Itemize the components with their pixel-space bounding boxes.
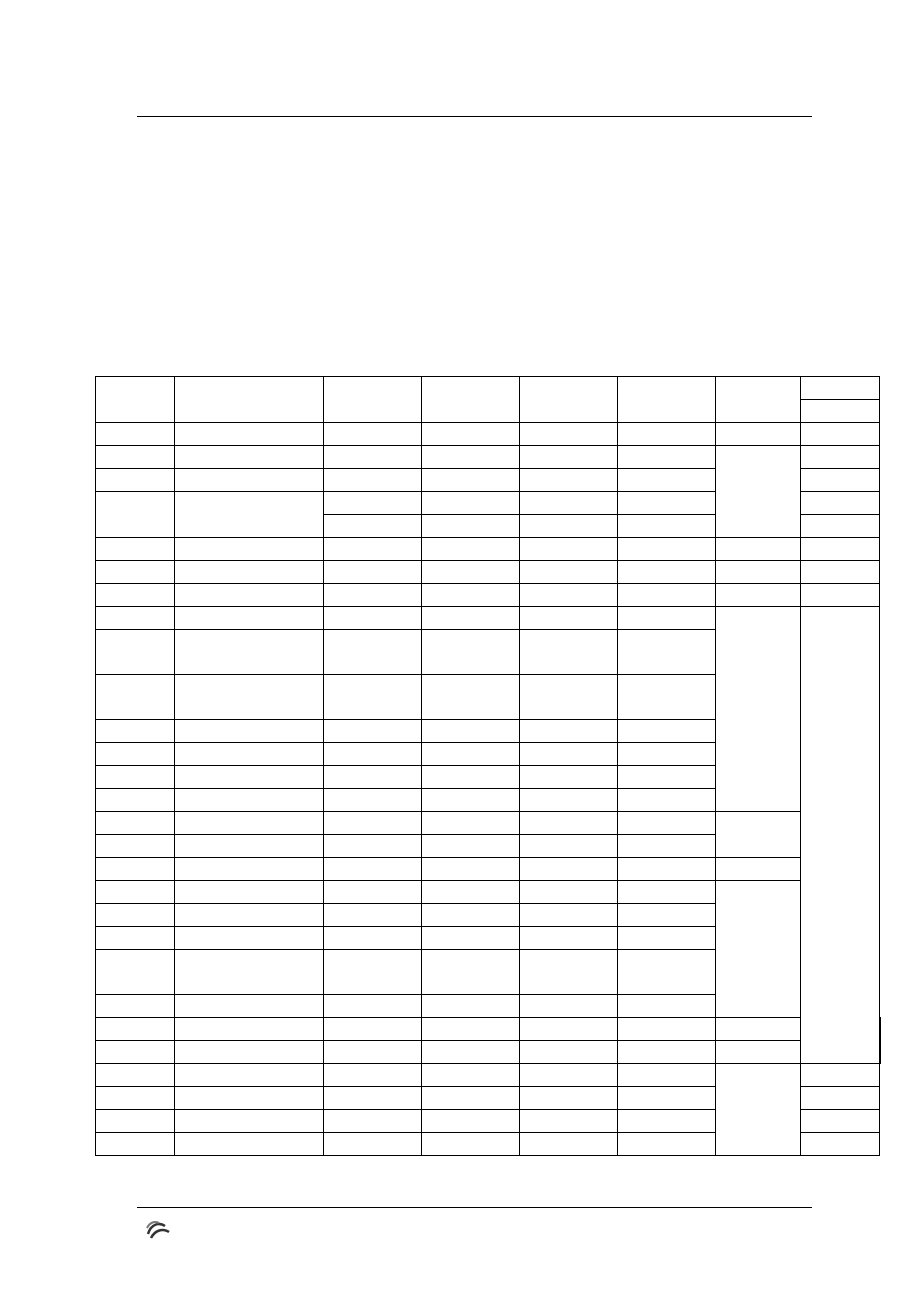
item-name <box>175 607 324 630</box>
count-value <box>520 1064 618 1087</box>
count-value <box>520 607 618 630</box>
item-name <box>175 584 324 607</box>
item-code <box>96 812 175 835</box>
total-value <box>618 720 716 743</box>
earthwork-value <box>422 469 520 492</box>
count-value <box>520 789 618 812</box>
item-name <box>175 904 324 927</box>
item-name <box>175 1041 324 1064</box>
item-name <box>175 743 324 766</box>
item-code <box>96 995 175 1018</box>
item-name <box>175 423 324 446</box>
item-code <box>96 561 175 584</box>
earthwork-value <box>422 743 520 766</box>
empty-cell <box>422 1018 520 1041</box>
table-row <box>96 607 881 630</box>
item-code <box>96 743 175 766</box>
empty-cell <box>880 1041 881 1064</box>
empty-cell <box>716 423 801 446</box>
earthwork-value <box>422 607 520 630</box>
earthwork-value <box>422 950 520 995</box>
item-name <box>175 858 324 881</box>
unit-cell <box>324 1110 422 1133</box>
total-value <box>618 446 716 469</box>
item-name <box>175 835 324 858</box>
earthwork-value <box>422 835 520 858</box>
empty-cell <box>96 538 175 561</box>
count-value <box>520 858 618 881</box>
table-row <box>96 858 881 881</box>
count-value <box>520 743 618 766</box>
total-value <box>618 812 716 835</box>
total-value <box>618 789 716 812</box>
item-code <box>96 1064 175 1087</box>
item-name <box>175 720 324 743</box>
count-value <box>520 720 618 743</box>
empty-cell <box>716 1041 801 1064</box>
unit-cell <box>324 881 422 904</box>
empty-cell <box>175 538 324 561</box>
item-code <box>96 469 175 492</box>
earthwork-value <box>422 766 520 789</box>
count-value <box>520 766 618 789</box>
earthwork-value <box>422 720 520 743</box>
empty-cell <box>618 1018 716 1041</box>
earthwork-value <box>422 630 520 675</box>
table-row <box>96 423 881 446</box>
item-code <box>96 720 175 743</box>
count-value <box>520 835 618 858</box>
item-name <box>175 1087 324 1110</box>
item-code <box>96 950 175 995</box>
empty-cell <box>716 584 801 607</box>
quantity-table <box>95 376 881 1156</box>
item-name <box>175 881 324 904</box>
unit-cell <box>324 812 422 835</box>
unit-cell <box>324 515 422 538</box>
empty-cell <box>801 446 880 469</box>
earthwork-value <box>422 1064 520 1087</box>
unit-cell <box>324 1041 422 1064</box>
total-value <box>618 630 716 675</box>
empty-cell <box>801 1110 880 1133</box>
item-name <box>175 630 324 675</box>
empty-cell <box>801 561 880 584</box>
count-value <box>520 995 618 1018</box>
count-value <box>520 469 618 492</box>
empty-cell <box>324 1018 422 1041</box>
empty-cell <box>716 858 801 881</box>
item-code <box>96 584 175 607</box>
unit-cell <box>324 1133 422 1156</box>
total-value <box>618 835 716 858</box>
item-code <box>96 1133 175 1156</box>
unit-cell <box>324 607 422 630</box>
earthwork-value <box>422 1110 520 1133</box>
empty-cell <box>96 1018 175 1041</box>
empty-cell <box>801 1064 880 1087</box>
total-value <box>618 492 716 515</box>
unit-cell <box>324 789 422 812</box>
unit-cell <box>324 1087 422 1110</box>
empty-cell <box>801 492 880 515</box>
empty-cell <box>716 538 801 561</box>
column-header <box>422 377 520 423</box>
header-rule <box>137 116 812 117</box>
empty-cell <box>880 1018 881 1041</box>
total-value <box>618 950 716 995</box>
count-value <box>520 446 618 469</box>
empty-cell <box>801 423 880 446</box>
item-name <box>175 1133 324 1156</box>
earthwork-value <box>422 515 520 538</box>
item-code <box>96 446 175 469</box>
total-value <box>618 1064 716 1087</box>
subtotal-value <box>716 446 801 538</box>
count-value <box>520 1110 618 1133</box>
total-value <box>618 927 716 950</box>
item-name <box>175 812 324 835</box>
count-value <box>520 561 618 584</box>
item-code <box>96 423 175 446</box>
empty-cell <box>520 538 618 561</box>
subtotal-value <box>716 607 801 812</box>
total-value <box>618 561 716 584</box>
earthwork-value <box>422 446 520 469</box>
item-name <box>175 561 324 584</box>
unit-cell <box>324 423 422 446</box>
count-value <box>520 927 618 950</box>
total-value <box>618 881 716 904</box>
item-name <box>175 446 324 469</box>
footer-rule <box>137 1207 812 1208</box>
unit-cell <box>324 720 422 743</box>
subtotal-value <box>801 607 880 1064</box>
count-value <box>520 515 618 538</box>
table-row <box>96 584 881 607</box>
total-value <box>618 1133 716 1156</box>
table-row <box>96 538 881 561</box>
column-header <box>96 377 175 423</box>
item-code <box>96 835 175 858</box>
item-code <box>96 858 175 881</box>
unit-cell <box>324 927 422 950</box>
item-name <box>175 927 324 950</box>
total-value <box>618 423 716 446</box>
item-code <box>96 1087 175 1110</box>
subtotal-value <box>716 812 801 858</box>
unit-cell <box>324 1064 422 1087</box>
total-value <box>618 584 716 607</box>
total-value <box>618 1041 716 1064</box>
item-code <box>96 904 175 927</box>
table-row <box>96 1018 881 1041</box>
item-code <box>96 607 175 630</box>
earthwork-value <box>422 492 520 515</box>
empty-cell <box>175 1018 324 1041</box>
total-value <box>618 995 716 1018</box>
item-name <box>175 995 324 1018</box>
count-value <box>520 675 618 720</box>
item-code <box>96 492 175 538</box>
total-value <box>618 858 716 881</box>
item-code <box>96 789 175 812</box>
total-value <box>618 607 716 630</box>
unit-cell <box>324 469 422 492</box>
subtotal-value <box>716 881 801 1018</box>
empty-cell <box>716 561 801 584</box>
unit-cell <box>324 904 422 927</box>
unit-cell <box>324 446 422 469</box>
total-value <box>618 515 716 538</box>
section-title <box>138 228 152 250</box>
earthwork-value <box>422 995 520 1018</box>
earthwork-value <box>422 1087 520 1110</box>
header-extra-cell <box>801 400 880 423</box>
table-row <box>96 812 881 835</box>
item-name <box>175 1064 324 1087</box>
total-value <box>618 904 716 927</box>
column-header <box>716 377 801 423</box>
total-value <box>618 743 716 766</box>
total-value <box>618 1110 716 1133</box>
column-header <box>175 377 324 423</box>
count-value <box>520 630 618 675</box>
earthwork-value <box>422 927 520 950</box>
empty-cell <box>716 1018 801 1041</box>
unit-cell <box>324 561 422 584</box>
empty-cell <box>520 1018 618 1041</box>
item-code <box>96 927 175 950</box>
item-name <box>175 469 324 492</box>
earthwork-value <box>422 858 520 881</box>
unit-cell <box>324 995 422 1018</box>
count-value <box>520 812 618 835</box>
item-code <box>96 1110 175 1133</box>
empty-cell <box>618 538 716 561</box>
unit-cell <box>324 858 422 881</box>
item-code <box>96 766 175 789</box>
unit-cell <box>324 950 422 995</box>
total-value <box>618 469 716 492</box>
earthwork-value <box>422 812 520 835</box>
empty-cell <box>801 584 880 607</box>
table-row <box>96 881 881 904</box>
count-value <box>520 423 618 446</box>
unit-cell <box>324 675 422 720</box>
table-row <box>96 377 881 400</box>
count-value <box>520 1041 618 1064</box>
earthwork-value <box>422 881 520 904</box>
empty-cell <box>801 1087 880 1110</box>
table-row <box>96 561 881 584</box>
column-header <box>324 377 422 423</box>
item-code <box>96 881 175 904</box>
item-name <box>175 492 324 538</box>
unit-cell <box>324 743 422 766</box>
empty-cell <box>801 1133 880 1156</box>
subtotal-value <box>716 1064 801 1156</box>
header-extra-cell <box>801 377 880 400</box>
unit-cell <box>324 835 422 858</box>
table-row <box>96 446 881 469</box>
empty-cell <box>801 538 880 561</box>
item-code <box>96 675 175 720</box>
total-value <box>618 675 716 720</box>
earthwork-value <box>422 1041 520 1064</box>
count-value <box>520 584 618 607</box>
table-row <box>96 1064 881 1087</box>
empty-cell <box>324 538 422 561</box>
column-header <box>618 377 716 423</box>
earthwork-value <box>422 584 520 607</box>
item-code <box>96 1041 175 1064</box>
empty-cell <box>422 538 520 561</box>
count-value <box>520 950 618 995</box>
item-name <box>175 789 324 812</box>
item-name <box>175 675 324 720</box>
count-value <box>520 881 618 904</box>
item-name <box>175 950 324 995</box>
company-logo <box>145 1220 175 1242</box>
empty-cell <box>801 469 880 492</box>
earthwork-value <box>422 675 520 720</box>
unit-cell <box>324 630 422 675</box>
unit-cell <box>324 584 422 607</box>
empty-cell <box>801 515 880 538</box>
sinohydro-logo-icon <box>145 1220 171 1242</box>
earthwork-value <box>422 904 520 927</box>
count-value <box>520 1133 618 1156</box>
unit-cell <box>324 492 422 515</box>
count-value <box>520 904 618 927</box>
item-name <box>175 766 324 789</box>
earthwork-value <box>422 423 520 446</box>
item-code <box>96 630 175 675</box>
chapter-title <box>0 138 920 166</box>
count-value <box>520 1087 618 1110</box>
total-value <box>618 1087 716 1110</box>
table-row <box>96 1041 881 1064</box>
column-header <box>520 377 618 423</box>
item-name <box>175 1110 324 1133</box>
count-value <box>520 492 618 515</box>
earthwork-value <box>422 1133 520 1156</box>
total-value <box>618 766 716 789</box>
earthwork-value <box>422 561 520 584</box>
earthwork-value <box>422 789 520 812</box>
unit-cell <box>324 766 422 789</box>
